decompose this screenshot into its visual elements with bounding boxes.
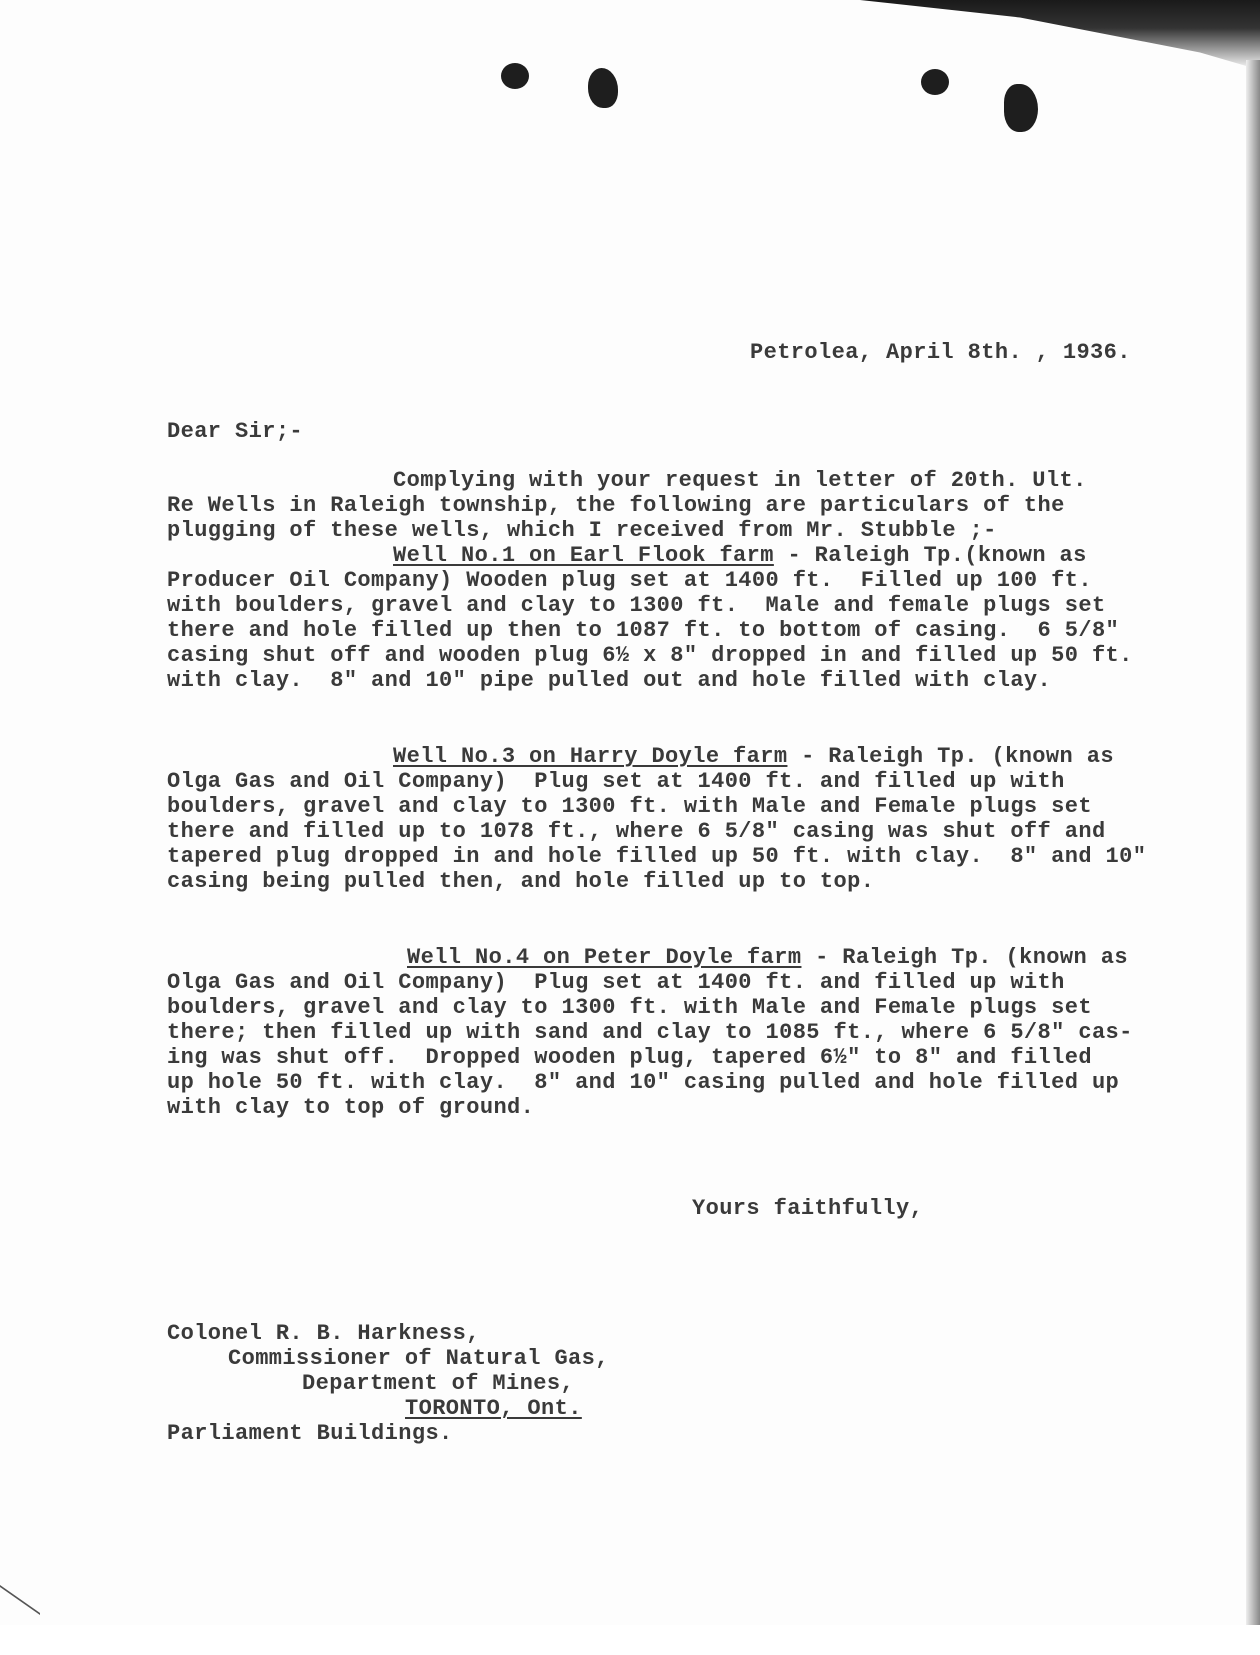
closing: Yours faithfully, [692, 1196, 924, 1221]
dateline: Petrolea, April 8th. , 1936. [750, 340, 1131, 365]
addressee-line: Parliament Buildings. [167, 1421, 453, 1446]
well-4-line: up hole 50 ft. with clay. 8" and 10" casing pulled and hole filled up [167, 1070, 1120, 1095]
addressee-line: Commissioner of Natural Gas, [228, 1346, 609, 1371]
well-1-line: casing shut off and wooden plug 6½ x 8" dropped in and filled up 50 ft. [167, 643, 1133, 668]
well-4-line: with clay to top of ground. [167, 1095, 535, 1120]
scan-edge-shadow [860, 0, 1260, 70]
intro-line: plugging of these wells, which I received from Mr. Stubble ;- [167, 518, 997, 543]
scan-edge-corner [0, 1585, 40, 1655]
well-4-heading-rest: - Raleigh Tp. (known as [801, 945, 1128, 970]
well-1-line: there and hole filled up then to 1087 ft. to bottom of casing. 6 5/8" [167, 618, 1120, 643]
scan-edge-right [1246, 60, 1260, 1625]
well-3-line: Olga Gas and Oil Company) Plug set at 1400 ft. and filled up with [167, 769, 1065, 794]
well-3-line: casing being pulled then, and hole filled up to top. [167, 869, 875, 894]
well-1-heading-line [393, 544, 1087, 568]
well-3-line: boulders, gravel and clay to 1300 ft. with Male and Female plugs set [167, 794, 1092, 819]
addressee-line: Colonel R. B. Harkness, [167, 1321, 480, 1346]
punch-hole [1004, 84, 1038, 132]
well-1-line: Producer Oil Company) Wooden plug set at 1400 ft. Filled up 100 ft. [167, 568, 1092, 593]
well-4-heading: Well No.4 on Peter Doyle farm [407, 945, 802, 970]
well-1-heading: Well No.1 on Earl Flook farm [393, 543, 774, 568]
punch-hole [921, 69, 949, 95]
well-3-line: tapered plug dropped in and hole filled up 50 ft. with clay. 8" and 10" [167, 844, 1147, 869]
well-4-line: boulders, gravel and clay to 1300 ft. with Male and Female plugs set [167, 995, 1092, 1020]
well-1-line: with boulders, gravel and clay to 1300 ft. Male and female plugs set [167, 593, 1106, 618]
well-1-heading-rest: - Raleigh Tp.(known as [773, 543, 1087, 568]
well-4-line: ing was shut off. Dropped wooden plug, tapered 6½" to 8" and filled [167, 1045, 1092, 1070]
punch-hole [501, 63, 529, 89]
intro-line: Re Wells in Raleigh township, the following are particulars of the [167, 493, 1065, 518]
well-4-heading-line [407, 946, 1128, 970]
well-3-heading: Well No.3 on Harry Doyle farm [393, 744, 788, 769]
salutation: Dear Sir;- [167, 419, 304, 444]
punch-hole [588, 68, 618, 108]
well-4-line: there; then filled up with sand and clay to 1085 ft., where 6 5/8" cas- [167, 1020, 1133, 1045]
intro-line: Complying with your request in letter of 20th. Ult. [393, 468, 1087, 493]
well-1-line: with clay. 8" and 10" pipe pulled out and hole filled with clay. [167, 668, 1052, 693]
well-3-heading-rest: - Raleigh Tp. (known as [787, 744, 1114, 769]
addressee-city: TORONTO, Ont. [405, 1396, 582, 1421]
well-3-heading-line [393, 745, 1114, 769]
addressee-line: Department of Mines, [302, 1371, 575, 1396]
well-3-line: there and filled up to 1078 ft., where 6 5/8" casing was shut off and [167, 819, 1106, 844]
well-4-line: Olga Gas and Oil Company) Plug set at 1400 ft. and filled up with [167, 970, 1065, 995]
